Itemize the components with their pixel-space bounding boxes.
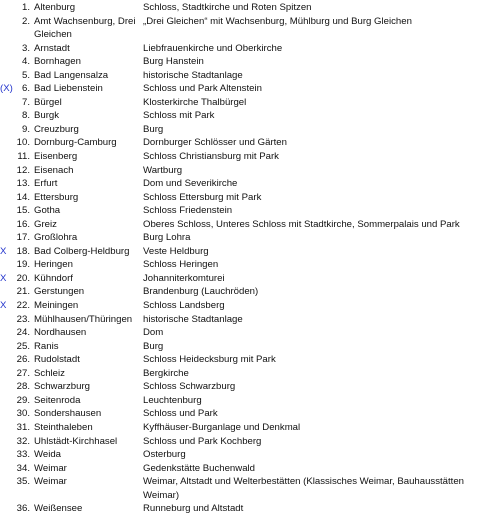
list-item [0, 285, 490, 299]
list-item [0, 462, 490, 476]
item-number: 17. [16, 232, 30, 244]
item-number: 28. [16, 381, 30, 393]
place-name: Schwarzburg [34, 381, 90, 393]
site-description: Gedenkstätte Buchenwald [143, 462, 256, 474]
site-description: Weimar, Altstadt und Welterbestätten (Klassisches Weimar, Bauhausstätten Weimar) [143, 476, 465, 501]
item-number: 10. [16, 137, 30, 149]
item-number: 29. [16, 394, 30, 406]
list-item [0, 475, 490, 502]
item-number: 35. [16, 476, 30, 488]
item-number: 2. [21, 15, 30, 27]
item-number: 30. [16, 408, 30, 420]
site-description: Veste Heldburg [143, 245, 209, 257]
place-name: Rudolstadt [34, 354, 80, 366]
place-name: Großlohra [34, 232, 78, 244]
site-description: Wartburg [143, 164, 183, 176]
place-name: Greiz [34, 218, 57, 230]
place-name: Ettersburg [34, 191, 79, 203]
list-item [0, 218, 490, 232]
site-description: Kyffhäuser-Burganlage und Denkmal [143, 421, 301, 433]
item-number: 31. [16, 421, 30, 433]
item-number: 3. [21, 42, 30, 54]
item-number: 4. [21, 56, 30, 68]
site-description: Dornburger Schlösser und Gärten [143, 137, 287, 149]
list-item [0, 150, 490, 164]
list-item [0, 448, 490, 462]
item-number: 23. [16, 313, 30, 325]
place-name: Altenburg [34, 2, 76, 13]
marker-label: (X) [0, 83, 13, 95]
list-item [0, 299, 490, 313]
list-item [0, 204, 490, 218]
item-number: 14. [16, 191, 30, 203]
item-number: 8. [21, 110, 30, 122]
item-number: 15. [16, 205, 30, 217]
item-number: 18. [16, 245, 30, 257]
place-name: Gotha [34, 205, 61, 217]
list-item [0, 96, 490, 110]
site-description: Johanniterkomturei [143, 272, 225, 284]
list-item [0, 69, 490, 83]
list-item [0, 502, 490, 516]
place-name: Eisenberg [34, 151, 78, 163]
marker-label: X [0, 245, 7, 257]
site-description: Burg Lohra [143, 232, 191, 244]
item-number: 36. [16, 503, 30, 515]
site-description: Schloss Ettersburg mit Park [143, 191, 262, 203]
place-name: Kühndorf [34, 272, 73, 284]
list-item [0, 1, 490, 15]
list-item [0, 136, 490, 150]
list-item [0, 231, 490, 245]
site-description: historische Stadtanlage [143, 313, 243, 325]
place-name: Arnstadt [34, 42, 70, 54]
place-name: Mühlhausen/Thüringen [34, 313, 133, 325]
item-number: 7. [21, 96, 30, 108]
list-item [0, 15, 490, 42]
place-name: Bad Langensalza [34, 69, 109, 81]
item-number: 12. [16, 164, 30, 176]
site-description: Schloss, Stadtkirche und Roten Spitzen [143, 2, 312, 13]
list-item [0, 394, 490, 408]
site-description: Leuchtenburg [143, 394, 202, 406]
site-description: Brandenburg (Lauchröden) [143, 286, 259, 298]
site-description: Liebfrauenkirche und Oberkirche [143, 42, 283, 54]
list-item [0, 367, 490, 381]
place-name: Eisenach [34, 164, 74, 176]
site-description: Runneburg und Altstadt [143, 503, 244, 515]
place-name: Weimar [34, 462, 67, 474]
place-name: Steinthaleben [34, 421, 93, 433]
place-name: Bürgel [34, 96, 62, 108]
site-description: Schloss Landsberg [143, 300, 225, 312]
item-number: 9. [21, 123, 30, 135]
site-description: Burg [143, 123, 164, 135]
site-description: Dom [143, 327, 164, 339]
item-number: 33. [16, 449, 30, 461]
site-description: Schloss und Park [143, 408, 218, 420]
site-description: Schloss und Park Kochberg [143, 435, 262, 447]
list-item [0, 164, 490, 178]
list-item [0, 353, 490, 367]
item-number: 34. [16, 462, 30, 474]
list-item [0, 123, 490, 137]
place-name: Bad Liebenstein [34, 83, 103, 95]
place-name: Uhlstädt-Kirchhasel [34, 435, 118, 447]
list-item [0, 55, 490, 69]
place-name: Weida [34, 449, 62, 461]
place-name: Creuzburg [34, 123, 79, 135]
list-item [0, 272, 490, 286]
list-item [0, 421, 490, 435]
item-number: 11. [17, 151, 30, 163]
item-number: 20. [16, 272, 30, 284]
site-description: Burg [143, 340, 164, 352]
site-description: Schloss Friedenstein [143, 205, 233, 217]
list-item [0, 340, 490, 354]
list-item [0, 258, 490, 272]
list-item [0, 407, 490, 421]
site-description: Schloss Christiansburg mit Park [143, 151, 279, 163]
place-name: Weißensee [34, 503, 83, 515]
item-number: 16. [16, 218, 30, 230]
item-number: 13. [16, 178, 30, 190]
item-number: 25. [16, 340, 30, 352]
place-name: Sondershausen [34, 408, 102, 420]
item-number: 27. [16, 367, 30, 379]
list-item [0, 245, 490, 259]
list-item [0, 326, 490, 340]
site-description: Schloss Heidecksburg mit Park [143, 354, 276, 366]
site-description: Burg Hanstein [143, 56, 204, 68]
marker-label: X [0, 300, 7, 312]
place-name: Meiningen [34, 300, 79, 312]
place-name: Nordhausen [34, 327, 87, 339]
place-name: Ranis [34, 340, 59, 352]
list-item [0, 109, 490, 123]
item-number: 1. [21, 2, 30, 13]
site-description: Bergkirche [143, 367, 189, 379]
site-description: Schloss Schwarzburg [143, 381, 236, 393]
item-number: 6. [21, 83, 30, 95]
site-description: Schloss Heringen [143, 259, 219, 271]
item-number: 5. [21, 69, 30, 81]
site-description: Osterburg [143, 449, 186, 461]
place-name: Bad Colberg-Heldburg [34, 245, 130, 257]
site-description: Oberes Schloss, Unteres Schloss mit Stadtkirche, Sommerpalais und Park [143, 218, 460, 230]
place-name: Gerstungen [34, 286, 85, 298]
place-name: Amt Wachsenburg, Drei Gleichen [34, 15, 136, 41]
marker-label: X [0, 272, 7, 284]
site-description: Schloss mit Park [143, 110, 215, 122]
site-description: Dom und Severikirche [143, 178, 238, 190]
list-item [0, 177, 490, 191]
list-item [0, 380, 490, 394]
site-description: Schloss und Park Altenstein [143, 83, 262, 95]
list-item [0, 82, 490, 96]
site-description: historische Stadtanlage [143, 69, 243, 81]
place-name: Bornhagen [34, 56, 81, 68]
list-item [0, 42, 490, 56]
item-number: 32. [16, 435, 30, 447]
place-name: Burgk [34, 110, 60, 122]
list-item [0, 435, 490, 449]
item-number: 22. [16, 300, 30, 312]
place-name: Heringen [34, 259, 73, 271]
item-number: 21. [16, 286, 30, 298]
place-name: Dornburg-Camburg [34, 137, 117, 149]
place-name: Schleiz [34, 367, 65, 379]
place-name: Seitenroda [34, 394, 81, 406]
item-number: 24. [16, 327, 30, 339]
list-item [0, 191, 490, 205]
site-description: „Drei Gleichen“ mit Wachsenburg, Mühlburg und Burg Gleichen [143, 15, 412, 27]
site-description: Klosterkirche Thalbürgel [143, 96, 247, 108]
place-name: Erfurt [34, 178, 58, 190]
place-name: Weimar [34, 476, 67, 488]
item-number: 19. [16, 259, 30, 271]
list-item [0, 313, 490, 327]
item-number: 26. [16, 354, 30, 366]
